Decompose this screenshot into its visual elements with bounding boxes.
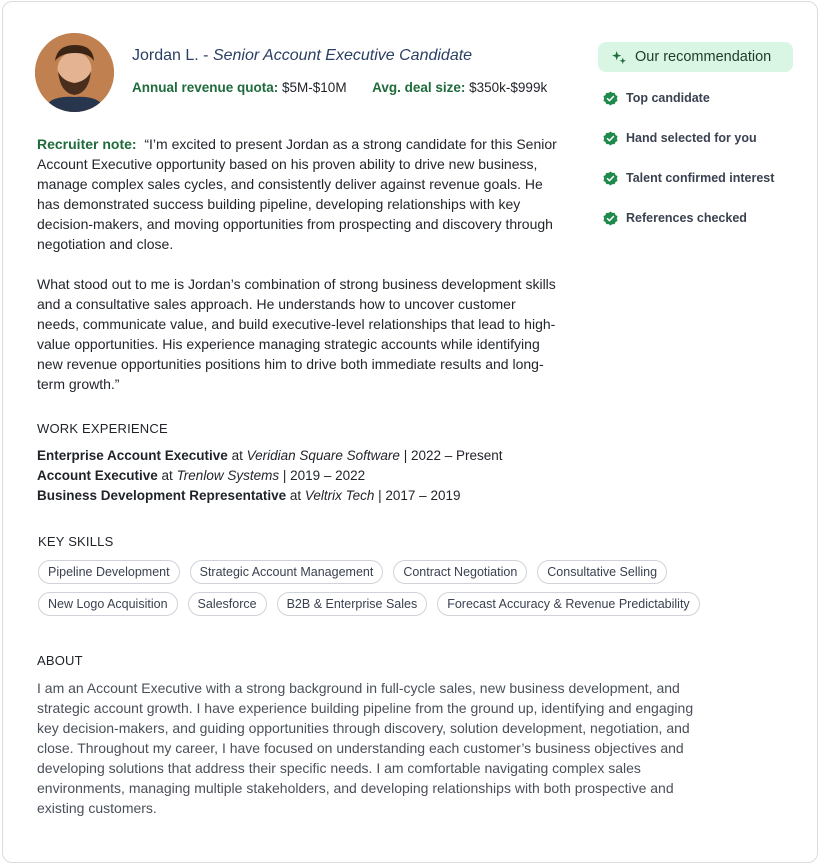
check-item-label: References checked — [626, 211, 747, 225]
key-skills-heading: KEY SKILLS — [38, 534, 114, 549]
skill-chip: Contract Negotiation — [393, 560, 527, 584]
job-entry — [37, 486, 503, 506]
avatar — [35, 33, 114, 112]
check-item — [603, 129, 774, 147]
skill-chip: Salesforce — [188, 592, 267, 616]
check-badge-icon — [603, 131, 618, 146]
check-badge-icon — [603, 171, 618, 186]
skill-chip: B2B & Enterprise Sales — [277, 592, 428, 616]
candidate-metrics — [132, 80, 547, 95]
check-item-label: Talent confirmed interest — [626, 171, 775, 185]
sparkle-icon — [612, 50, 627, 65]
recommendation-badge — [598, 42, 793, 72]
job-dates: | 2019 – 2022 — [279, 468, 366, 483]
job-dates: | 2022 – Present — [399, 448, 503, 463]
recommendation-checklist — [603, 89, 774, 249]
skill-row — [38, 560, 728, 584]
skill-chip: Pipeline Development — [38, 560, 180, 584]
check-item-label: Top candidate — [626, 91, 710, 105]
candidate-name: Jordan L. — [132, 47, 199, 64]
note-paragraph-1: “I’m excited to present Jordan as a strong candidate for this Senior Account Executive opportunity based on his proven ability to drive new business, manage complex sales cycles, and consistently deliver against revenue goals. He has demonstrated success building pipeline, developing relationships with key decision-makers, and moving opportunities from prospecting and discovery through negotiation and close. — [37, 136, 557, 252]
note-paragraph — [37, 134, 557, 254]
quota-value: $5M-$10M — [282, 80, 347, 95]
check-item-label: Hand selected for you — [626, 131, 757, 145]
job-company: Trenlow Systems — [176, 468, 280, 483]
work-experience-heading: WORK EXPERIENCE — [37, 421, 168, 436]
skill-chip: Consultative Selling — [537, 560, 667, 584]
check-badge-icon — [603, 211, 618, 226]
quota-label: Annual revenue quota: — [132, 80, 279, 95]
deal-size-label: Avg. deal size: — [372, 80, 466, 95]
skill-chip: Strategic Account Management — [190, 560, 384, 584]
recruiter-note — [37, 134, 557, 394]
name-separator: - — [198, 47, 213, 64]
skill-row — [38, 592, 728, 616]
check-badge-icon — [603, 91, 618, 106]
skill-chip: New Logo Acquisition — [38, 592, 178, 616]
skill-chip: Forecast Accuracy & Revenue Predictability — [437, 592, 699, 616]
check-item — [603, 89, 774, 107]
skills-list — [38, 560, 728, 624]
job-dates: | 2017 – 2019 — [374, 488, 461, 503]
job-role: Enterprise Account Executive — [37, 448, 228, 463]
note-label: Recruiter note: — [37, 136, 137, 152]
job-role: Account Executive — [37, 468, 158, 483]
about-text: I am an Account Executive with a strong background in full-cycle sales, new business development, and strategic account growth. I have experience building pipeline from the ground up, identifying and engaging key decision-makers, and guiding opportunities through discovery, solution development, negotiation, and close. Throughout my career, I have focused on understanding each customer’s business objectives and developing solutions that address their specific needs. I am comfortable navigating complex sales environments, managing multiple stakeholders, and developing relationships with both prospective and existing customers. — [37, 680, 694, 816]
job-company: Veltrix Tech — [304, 488, 375, 503]
recommendation-label: Our recommendation — [635, 49, 772, 65]
candidate-title: Senior Account Executive Candidate — [212, 47, 473, 64]
job-at: at — [157, 468, 177, 483]
about-heading: ABOUT — [37, 653, 83, 668]
note-paragraph-2: What stood out to me is Jordan’s combination of strong business development skills and a consultative sales approach. He understands how to uncover customer needs, communicate value, and build executive-level relationships that lead to high-value opportunities. His experience managing strategic accounts while identifying new revenue opportunities positions him to drive both immediate results and long-term growth.” — [37, 276, 556, 392]
work-experience-list — [37, 446, 503, 506]
candidate-heading — [132, 47, 472, 65]
check-item — [603, 169, 774, 187]
job-entry — [37, 466, 503, 486]
job-company: Veridian Square Software — [246, 448, 400, 463]
job-role: Business Development Representative — [37, 488, 287, 503]
deal-size-value: $350k-$999k — [469, 80, 548, 95]
job-at: at — [286, 488, 305, 503]
check-item — [603, 209, 774, 227]
job-entry — [37, 446, 503, 466]
job-at: at — [227, 448, 247, 463]
